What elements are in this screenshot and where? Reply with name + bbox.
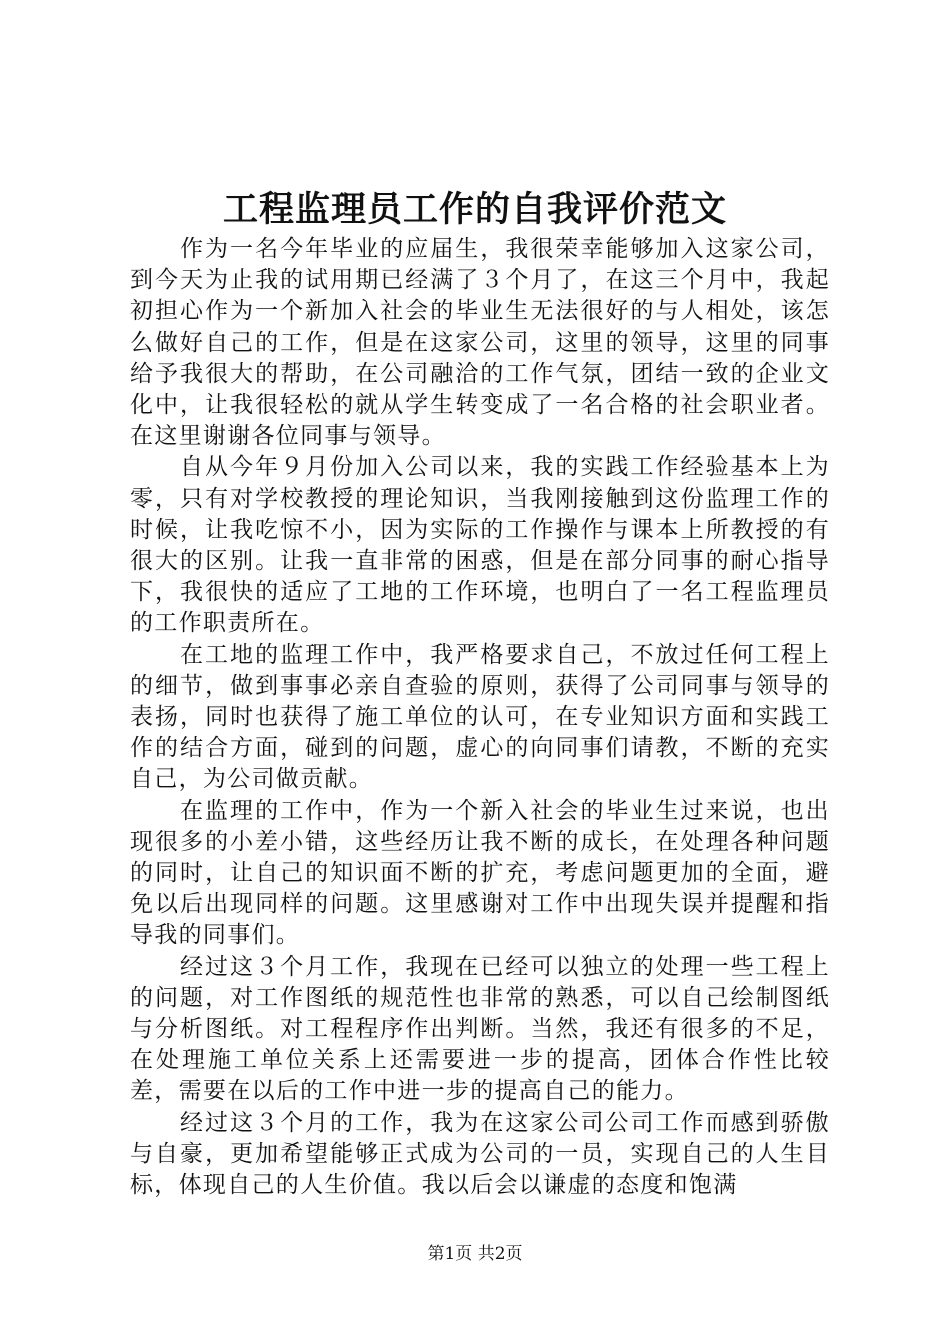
document-title: 工程监理员工作的自我评价范文 [222,189,727,230]
paragraph-1: 作为一名今年毕业的应届生，我很荣幸能够加入这家公司，到今天为止我的试用期已经满了３个月了，在这三个月中，我起初担心作为一个新加入社会的毕业生无法很好的与人相处，该怎么做好自己的工作，但是在这家公司，这里的领导，这里的同事给予我很大的帮助，在公司融洽的工作气氛，团结一致的企业文化中，让我很轻松的就从学生转变成了一名合格的社会职业者。在这里谢谢各位同事与领导。 [130,236,830,450]
paragraph-2: 自从今年９月份加入公司以来，我的实践工作经验基本上为零，只有对学校教授的理论知识，当我刚接触到这份监理工作的时候，让我吃惊不小，因为实际的工作操作与课本上所教授的有很大的区别。让我一直非常的困惑，但是在部分同事的耐心指导下，我很快的适应了工地的工作环境，也明白了一名工程监理员的工作职责所在。 [130,454,830,637]
paragraph-3: 在工地的监理工作中，我严格要求自己，不放过任何工程上的细节，做到事事必亲自查验的原则，获得了公司同事与领导的表扬，同时也获得了施工单位的认可，在专业知识方面和实践工作的结合方面，碰到的问题，虚心的向同事们请教，不断的充实自己，为公司做贡献。 [130,641,830,793]
paragraph-4: 在监理的工作中，作为一个新入社会的毕业生过来说，也出现很多的小差小错，这些经历让我不断的成长，在处理各种问题的同时，让自己的知识面不断的扩充，考虑问题更加的全面，避免以后出现同样的问题。这里感谢对工作中出现失误并提醒和指导我的同事们。 [130,797,830,949]
page-footer: 第1页 共2页 [427,1244,523,1264]
paragraph-5: 经过这３个月工作，我现在已经可以独立的处理一些工程上的问题，对工作图纸的规范性也非常的熟悉，可以自己绘制图纸与分析图纸。对工程程序作出判断。当然，我还有很多的不足，在处理施工单位关系上还需要进一步的提高，团体合作性比较差，需要在以后的工作中进一步的提高自己的能力。 [130,953,830,1105]
paragraph-6: 经过这３个月的工作，我为在这家公司公司工作而感到骄傲与自豪，更加希望能够正式成为公司的一员，实现自己的人生目标，体现自己的人生价值。我以后会以谦虚的态度和饱满 [130,1109,830,1199]
document-body [130,234,830,1201]
